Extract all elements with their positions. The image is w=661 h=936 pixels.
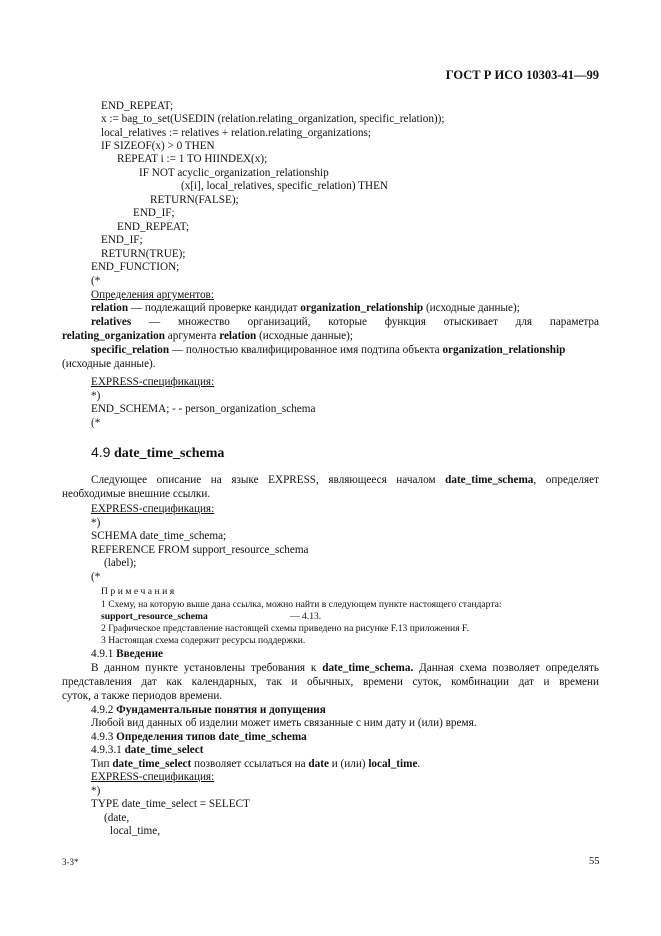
subsection-number: 4.9.3 <box>91 731 117 743</box>
term: relation <box>91 302 129 314</box>
text: Следующее описание на языке EXPRESS, являющееся началом <box>91 474 446 486</box>
term: date_time_schema. <box>322 662 414 674</box>
subsection-title: date_time_select <box>124 744 204 756</box>
express-label: EXPRESS-спецификация: <box>91 503 215 515</box>
code-line: END_REPEAT; <box>117 221 190 233</box>
paragraph-4931 <box>91 758 420 771</box>
code-line: SCHEMA date_time_schema; <box>91 530 227 542</box>
footer-signature: 3-3* <box>62 857 79 867</box>
code-line: RETURN(TRUE); <box>101 248 186 260</box>
intro-491-line3: суток, а также периодов времени. <box>62 690 223 702</box>
subsection-title: Фундаментальные понятия и допущения <box>116 704 326 716</box>
text: — подлежащий проверке кандидат <box>128 302 301 314</box>
text: Тип <box>91 758 113 770</box>
text: позволяет ссылаться на <box>191 758 309 770</box>
intro-491-line2: представления дат как календарных, так и обычных, времени суток, комбинации дат и времени <box>62 676 599 688</box>
code-line: (* <box>91 571 101 583</box>
term: date <box>308 758 329 770</box>
note-1: 1 Схему, на которую выше дана ссылка, можно найти в следующем пункте настоящего стандарта: <box>101 599 502 610</box>
code-line: local_time, <box>110 825 161 837</box>
term: relating_organization <box>62 330 165 342</box>
arg-specific-relation <box>91 344 565 357</box>
express-label: EXPRESS-спецификация: <box>91 771 215 783</box>
section-number: 4.9 <box>91 444 111 460</box>
code-line: REPEAT i := 1 TO HIINDEX(x); <box>117 153 268 165</box>
notes-title: Примечания <box>101 586 177 597</box>
express-label: EXPRESS-спецификация: <box>91 376 215 388</box>
note-3: 3 Настоящая схема содержит ресурсы поддержки. <box>101 635 306 646</box>
text: Данная схема позволяет определять <box>413 662 600 674</box>
code-line: TYPE date_time_select = SELECT <box>91 798 250 810</box>
subsection-heading <box>91 731 307 744</box>
subsection-title: Введение <box>116 648 163 660</box>
subsection-number: 4.9.3.1 <box>91 744 125 756</box>
term: local_time <box>368 758 418 770</box>
standard-header: ГОСТ Р ИСО 10303-41—99 <box>445 68 599 82</box>
arg-relatives <box>91 316 599 329</box>
term: organization_relationship <box>300 302 424 314</box>
term: date_time_schema <box>445 474 534 486</box>
intro-paragraph-cont: необходимые внешние ссылки. <box>62 488 211 500</box>
code-line: (label); <box>104 557 137 569</box>
code-line: END_SCHEMA; - - person_organization_schema <box>91 403 316 415</box>
term: relatives <box>91 316 132 328</box>
code-line: END_IF; <box>133 207 175 219</box>
note-2: 2 Графическое представление настоящей схемы приведено на рисунке F.13 приложения F. <box>101 623 469 634</box>
term: organization_relationship <box>442 344 566 356</box>
text: и (или) <box>328 758 369 770</box>
subsection-title: Определения типов date_time_schema <box>116 731 307 743</box>
code-line: local_relatives := relatives + relation.relating_organizations; <box>101 127 371 139</box>
term: date_time_select <box>112 758 192 770</box>
text: . <box>417 758 421 770</box>
code-line: *) <box>91 390 101 402</box>
subsection-number: 4.9.1 <box>91 648 117 660</box>
text: , определяет <box>533 474 599 486</box>
arg-specific-cont: (исходные данные). <box>62 358 156 370</box>
code-line: RETURN(FALSE); <box>150 194 239 206</box>
page-number: 55 <box>589 856 600 867</box>
note-1-ref: support_resource_schema <box>101 611 208 622</box>
text: — множество организаций, которые функция отыскивает для параметра <box>131 316 599 328</box>
intro-paragraph <box>91 474 599 487</box>
code-line: x := bag_to_set(USEDIN (relation.relating_organization, specific_relation)); <box>101 113 445 125</box>
subsection-number: 4.9.2 <box>91 704 117 716</box>
code-line: END_IF; <box>101 234 143 246</box>
text: — полностью квалифицированное имя подтипа объекта <box>169 344 443 356</box>
note-1-section: — 4.13. <box>290 611 322 622</box>
term: relation <box>219 330 257 342</box>
term: specific_relation <box>91 344 170 356</box>
subsection-heading <box>91 704 326 717</box>
paragraph-492: Любой вид данных об изделии может иметь связанные с ним дату и (или) время. <box>91 717 477 729</box>
code-line: (* <box>91 417 101 429</box>
text: (исходные данные); <box>423 302 520 314</box>
arguments-title: Определения аргументов: <box>91 289 214 301</box>
text: В данном пункте установлены требования к <box>91 662 323 674</box>
code-line: *) <box>91 517 101 529</box>
code-line: END_REPEAT; <box>101 100 174 112</box>
code-line: END_FUNCTION; <box>91 261 180 273</box>
section-title: date_time_schema <box>113 446 225 461</box>
code-line: (date, <box>104 812 130 824</box>
text: (исходные данные); <box>256 330 353 342</box>
code-line: (* <box>91 275 101 287</box>
code-line: REFERENCE FROM support_resource_schema <box>91 544 309 556</box>
code-line: *) <box>91 785 101 797</box>
arg-relatives-cont <box>62 330 353 343</box>
arg-relation <box>91 302 520 315</box>
code-line: IF NOT acyclic_organization_relationship <box>139 167 329 179</box>
code-line: (x[i], local_relatives, specific_relation) THEN <box>181 180 388 192</box>
intro-491 <box>91 662 599 675</box>
code-line: IF SIZEOF(x) > 0 THEN <box>101 140 215 152</box>
text: аргумента <box>164 330 220 342</box>
subsection-heading <box>91 744 203 757</box>
subsection-heading <box>91 648 163 661</box>
section-heading <box>91 444 224 462</box>
